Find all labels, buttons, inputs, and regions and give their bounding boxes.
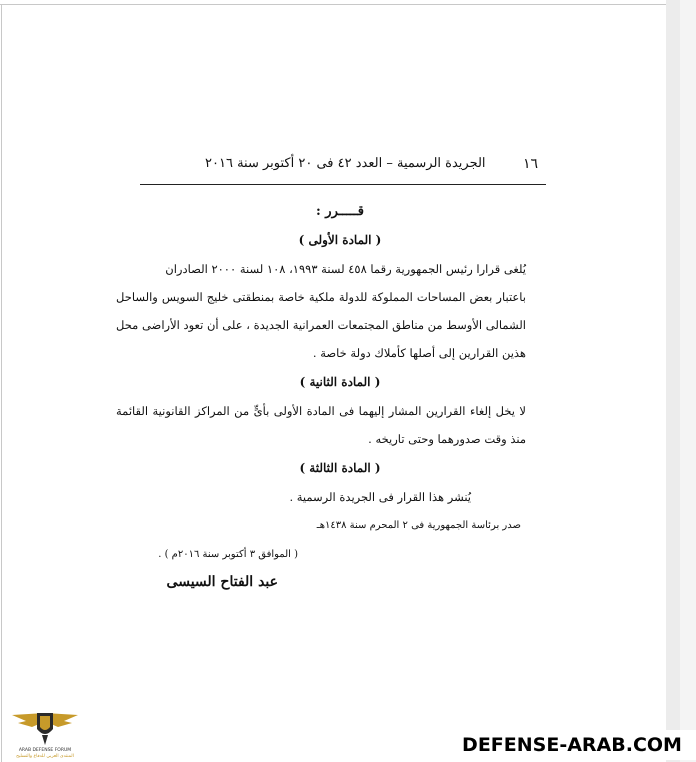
signature: عبد الفتاح السيسى: [166, 574, 278, 590]
logo-title: ARAB DEFENSE FORUM: [18, 748, 72, 753]
article-2-line-1: لا يخل إلغاء القرارين المشار إليهما فى المادة الأولى بأىٍّ من المراكز القانونية القائمة: [116, 404, 526, 418]
forum-logo: [6, 705, 84, 762]
decision-heading: قـــــرر :: [315, 204, 365, 219]
page-number: ١٦: [522, 156, 538, 172]
article-3-line-1: يُنشر هذا القرار فى الجريدة الرسمية .: [289, 490, 471, 504]
page-header: [205, 152, 542, 180]
article-3-heading: ( المادة الثالثة ): [299, 461, 381, 475]
gazette-title: الجريدة الرسمية – العدد ٤٢ فى ٢٠ أكتوبر سنة ٢٠١٦: [205, 156, 486, 171]
article-1-heading: ( المادة الأولى ): [298, 233, 382, 247]
article-1-line-3: الشمالى الأوسط من مناطق المجتمعات العمرانية الجديدة ، على أن تعود الأراضى محل: [116, 318, 526, 332]
watermark: DEFENSE-ARAB.COM: [448, 730, 696, 760]
header-rule: [140, 184, 546, 185]
page-left-border: [1, 4, 2, 762]
article-1-line-4: هذين القرارين إلى أصلها كأملاك دولة خاصة .: [312, 346, 526, 360]
article-1-line-1: يُلغى قرارا رئيس الجمهورية رقما ٤٥٨ لسنة ١٩٩٣، ١٠٨ لسنة ٢٠٠٠ الصادران: [165, 262, 526, 276]
article-2-heading: ( المادة الثانية ): [299, 375, 381, 389]
logo-subtitle: المنتدى العربي للدفاع والتسليح: [16, 754, 74, 759]
article-1-line-2: باعتبار بعض المساحات المملوكة للدولة ملكية خاصة بمنطقتى خليج السويس والساحل: [116, 290, 526, 304]
issued-line-2: ( الموافق ٣ أكتوبر سنة ٢٠١٦م ) .: [158, 549, 298, 560]
article-2-line-2: منذ وقت صدورهما وحتى تاريخه .: [368, 432, 526, 446]
viewer-scroll-track: [680, 0, 696, 762]
page-top-border: [0, 4, 666, 5]
eagle-icon: [6, 705, 84, 749]
issued-line-1: صدر برئاسة الجمهورية فى ٢ المحرم سنة ١٤٣٨هـ: [316, 520, 521, 531]
